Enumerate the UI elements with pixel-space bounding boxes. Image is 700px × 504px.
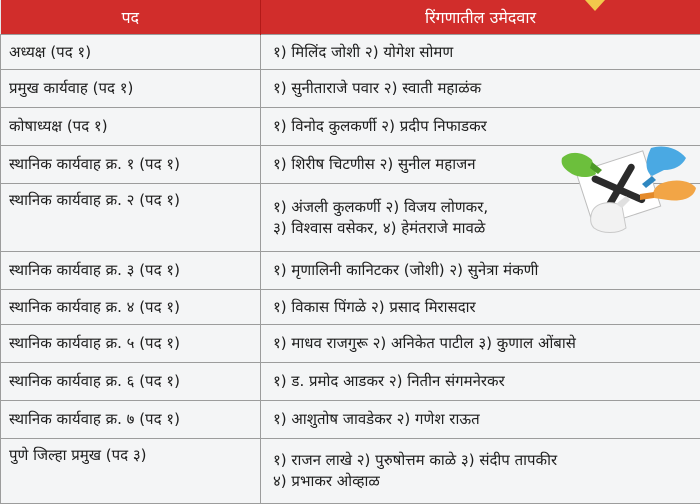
candidates-line: १) आशुतोष जावडेकर २) गणेश राऊत <box>273 409 700 430</box>
table-row <box>1 401 700 439</box>
candidates-cell <box>261 325 700 363</box>
post-cell: प्रमुख कार्यवाह (पद १) <box>1 70 261 108</box>
candidates-cell <box>261 439 700 504</box>
table-row <box>1 35 700 70</box>
candidates-cell <box>261 70 700 108</box>
candidates-cell <box>261 290 700 325</box>
post-cell: स्थानिक कार्यवाह क्र. ६ (पद १) <box>1 363 261 401</box>
post-cell: स्थानिक कार्यवाह क्र. ३ (पद १) <box>1 252 261 290</box>
table-row <box>1 325 700 363</box>
candidates-line: १) ड. प्रमोद आडकर २) नितीन संगमनेरकर <box>273 371 700 392</box>
candidates-column-header: रिंगणातील उमेदवार <box>261 0 700 35</box>
candidates-line: १) मृणालिनी कानिटकर (जोशी) २) सुनेत्रा मंकणी <box>273 260 700 281</box>
voting-hands-icon <box>556 140 698 240</box>
post-cell: स्थानिक कार्यवाह क्र. १ (पद १) <box>1 146 261 184</box>
post-cell: पुणे जिल्हा प्रमुख (पद ३) <box>1 439 261 504</box>
table-row <box>1 363 700 401</box>
candidates-cell <box>261 363 700 401</box>
table-row <box>1 439 700 504</box>
post-cell: अध्यक्ष (पद १) <box>1 35 261 70</box>
candidates-line: १) माधव राजगुरू २) अनिकेत पाटील ३) कुणाल ओंबासे <box>273 333 700 354</box>
candidates-line: १) अंजली कुलकर्णी २) विजय लोणकर, <box>273 197 700 218</box>
candidates-line: १) सुनीताराजे पवार २) स्वाती महाळंक <box>273 78 700 99</box>
post-cell: स्थानिक कार्यवाह क्र. ५ (पद १) <box>1 325 261 363</box>
candidates-cell <box>261 252 700 290</box>
candidates-cell <box>261 35 700 70</box>
candidates-cell <box>261 401 700 439</box>
post-column-header: पद <box>1 0 261 35</box>
candidates-line: १) मिलिंद जोशी २) योगेश सोमण <box>273 42 700 63</box>
post-cell: स्थानिक कार्यवाह क्र. ४ (पद १) <box>1 290 261 325</box>
table-row <box>1 290 700 325</box>
candidates-line: ४) प्रभाकर ओव्हाळ <box>273 471 700 492</box>
candidates-line: १) विकास पिंगळे २) प्रसाद मिरासदार <box>273 297 700 318</box>
table-row <box>1 70 700 108</box>
candidates-line: १) शिरीष चिटणीस २) सुनील महाजन <box>273 154 700 175</box>
table-row <box>1 252 700 290</box>
candidates-line: १) राजन लाखे २) पुरुषोत्तम काळे ३) संदीप तापकीर <box>273 450 700 471</box>
post-cell: कोषाध्यक्ष (पद १) <box>1 108 261 146</box>
candidates-line: ३) विश्वास वसेकर, ४) हेमंतराजे मावळे <box>273 218 700 239</box>
candidates-line: १) विनोद कुलकर्णी २) प्रदीप निफाडकर <box>273 116 700 137</box>
header-accent-notch <box>585 0 605 11</box>
post-cell: स्थानिक कार्यवाह क्र. ७ (पद १) <box>1 401 261 439</box>
post-cell: स्थानिक कार्यवाह क्र. २ (पद १) <box>1 184 261 252</box>
